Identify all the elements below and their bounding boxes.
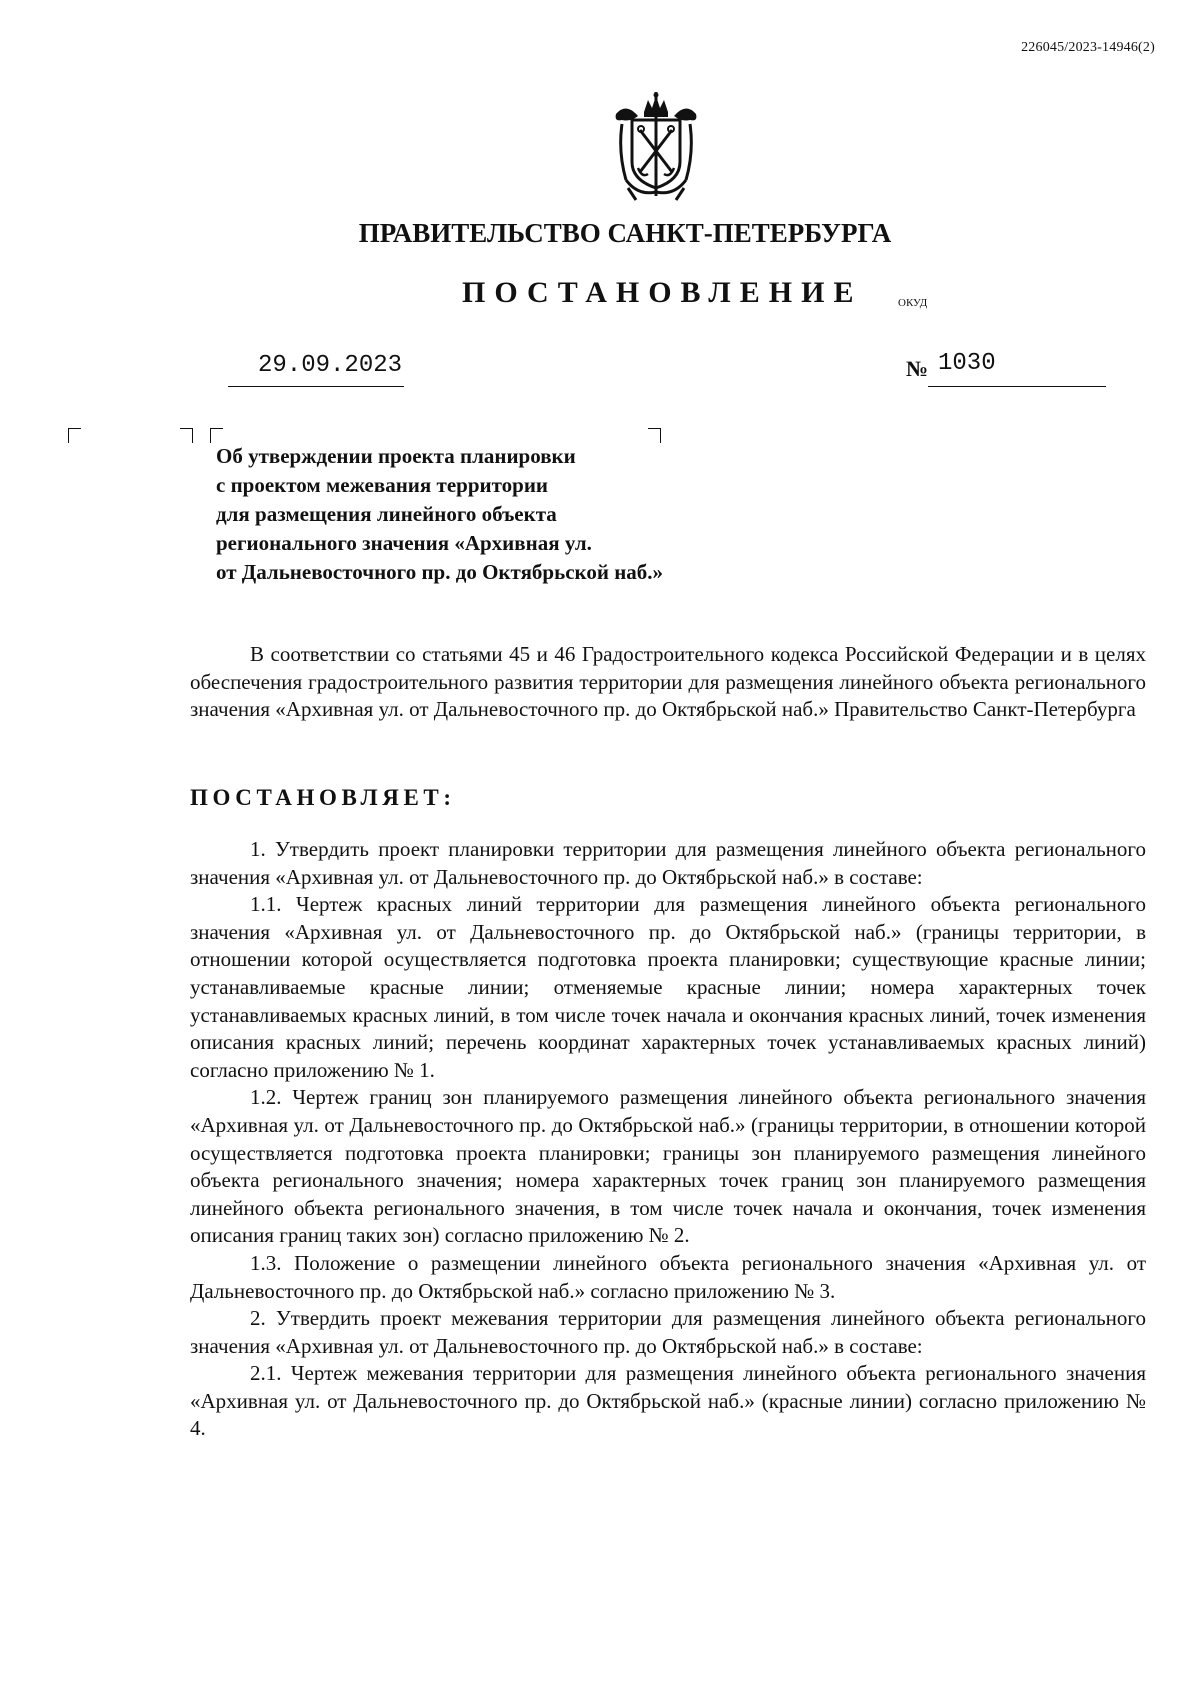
subject-line: с проектом межевания территории [216, 473, 549, 497]
saint-petersburg-coat-of-arms-icon [608, 92, 704, 204]
subject-line: от Дальневосточного пр. до Октябрьской наб.» [216, 560, 664, 584]
bracket-corner-top-left [68, 428, 81, 443]
bracket-corner-top-right [648, 428, 661, 443]
government-title: ПРАВИТЕЛЬСТВО САНКТ-ПЕТЕРБУРГА [358, 218, 892, 248]
item-paragraph: 1. Утвердить проект планировки территории для размещения линейного объекта регионального значения «Архивная ул. от Дальневосточного пр. до Октябрьской наб.» в составе: [190, 837, 1146, 889]
item-paragraph: 1.1. Чертеж красных линий территории для размещения линейного объекта регионального значения «Архивная ул. от Дальневосточного пр. до Октябрьской наб.» (границы территории, в отношении которой осуществляется подготовка проекта планировки; существующие красные линии; устанавливаемые красные линии; отменяемые красные линии; номера характерных точек устанавливаемых красных линий, в том числе точек начала и окончания красных линий, точек изменения описания красных линий; перечень координат характерных точек устанавливаемых красных линий) согласно приложению № 1. [190, 892, 1146, 1082]
bracket-corner-top-left [210, 428, 223, 443]
document-subject [216, 442, 663, 587]
number-sign: № [906, 356, 929, 381]
item-paragraph: 2.1. Чертеж межевания территории для размещения линейного объекта регионального значения «Архивная ул. от Дальневосточного пр. до Октябрьской наб.» (красные линии) согласно приложению № 4. [190, 1361, 1146, 1441]
preamble-block [190, 641, 1146, 724]
preamble-paragraph: В соответствии со статьями 45 и 46 Градостроительного кодекса Российской Федерации и в целях обеспечения градостроительного развития территории для размещения линейного объекта регионального значения «Архивная ул. от Дальневосточного пр. до Октябрьской наб.» Правительство Санкт-Петербурга [190, 642, 1146, 722]
item-paragraph: 2. Утвердить проект межевания территории для размещения линейного объекта регионального значения «Архивная ул. от Дальневосточного пр. до Октябрьской наб.» в составе: [190, 1306, 1146, 1358]
document-type: ПОСТАНОВЛЕНИЕ [462, 276, 863, 309]
items-block [190, 836, 1146, 1443]
okud-label: ОКУД [898, 297, 928, 309]
subject-line: Об утверждении проекта планировки [216, 444, 576, 468]
registration-number: 226045/2023-14946(2) [1021, 40, 1155, 55]
subject-line: регионального значения «Архивная ул. [216, 531, 592, 555]
item-paragraph: 1.2. Чертеж границ зон планируемого размещения линейного объекта регионального значения «Архивная ул. от Дальневосточного пр. до Октябрьской наб.» (границы территории, в отношении которой осуществляется подготовка проекта планировки; границы зон планируемого размещения линейного объекта регионального значения; номера характерных точек границ зон планируемого размещения линейного объекта регионального значения, в том числе точек начала и окончания, точек изменения описания границ таких зон) согласно приложению № 2. [190, 1085, 1146, 1248]
item-paragraph: 1.3. Положение о размещении линейного объекта регионального значения «Архивная ул. от Дальневосточного пр. до Октябрьской наб.» согласно приложению № 3. [190, 1250, 1146, 1303]
subject-line: для размещения линейного объекта [216, 502, 557, 526]
bracket-corner-top-right [180, 428, 193, 443]
document-date: 29.09.2023 [258, 352, 403, 379]
decree-heading: ПОСТАНОВЛЯЕТ: [190, 785, 456, 810]
document-number: 1030 [938, 350, 996, 377]
